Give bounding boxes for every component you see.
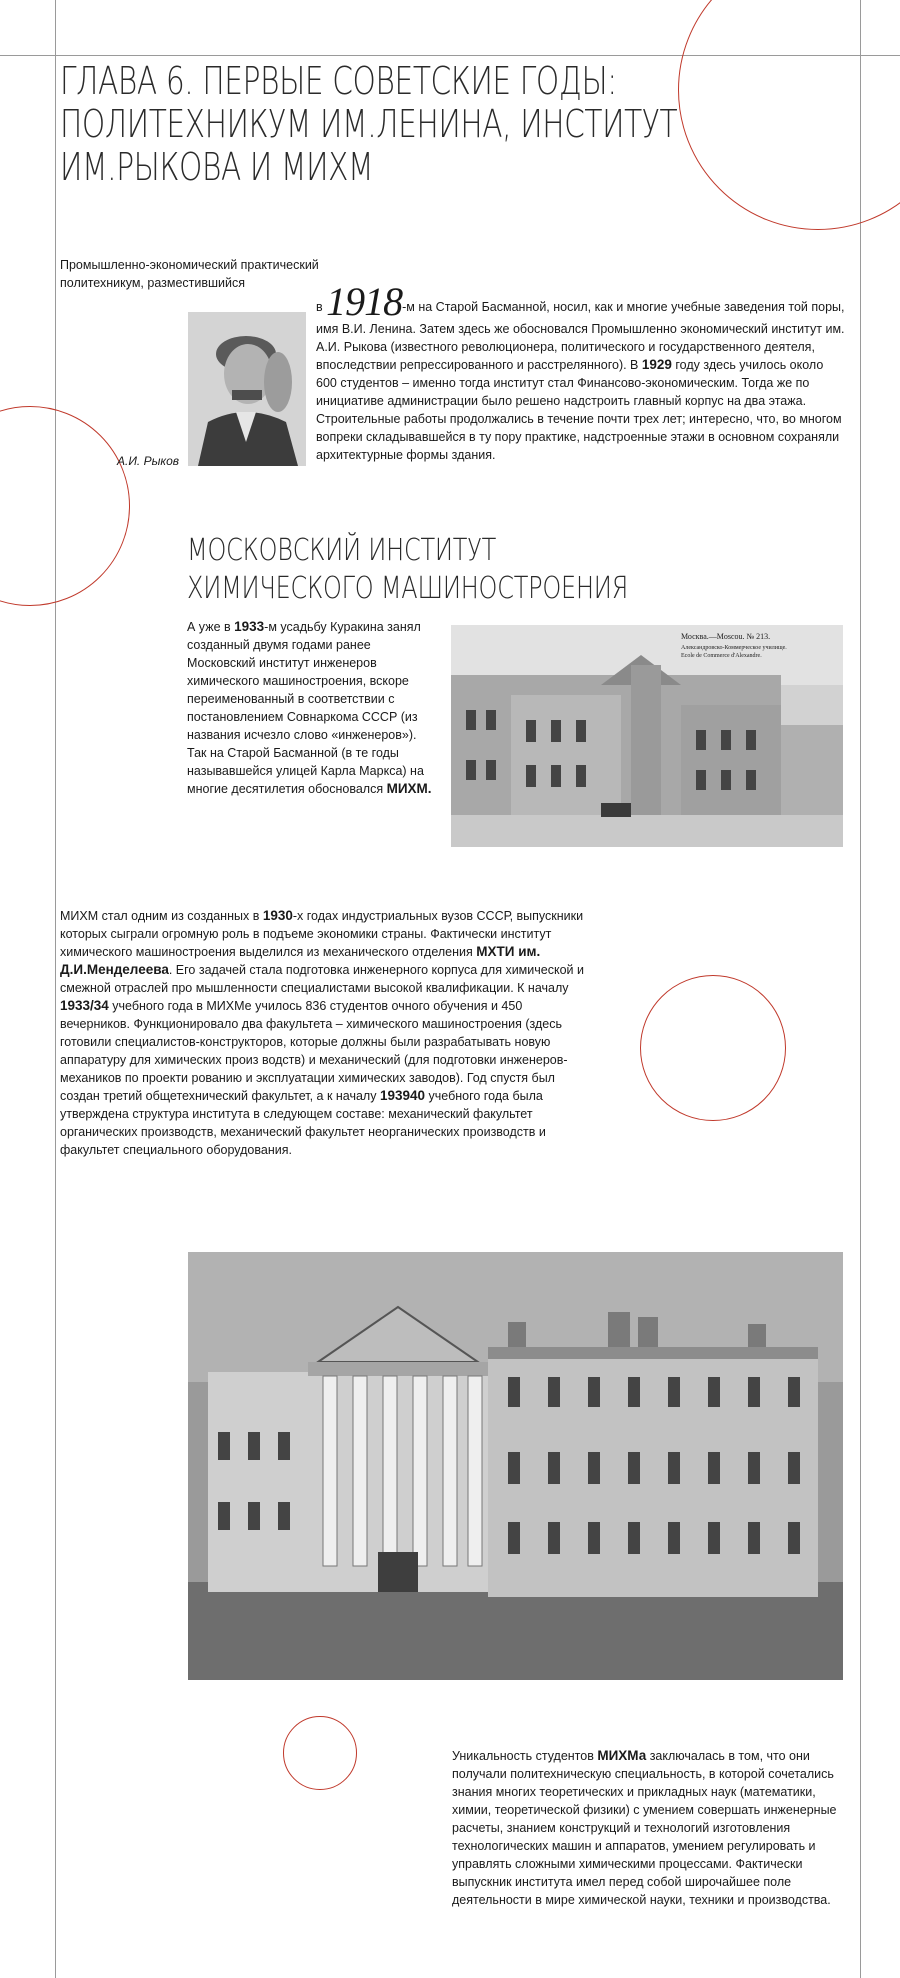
portrait-illustration bbox=[188, 312, 306, 466]
portrait-caption: А.И. Рыков bbox=[117, 454, 180, 468]
building-postcard-illustration bbox=[451, 625, 843, 847]
intro-prefix: в bbox=[316, 300, 327, 314]
historic-building-illustration bbox=[188, 1252, 843, 1680]
history-mhti: МХТИ им. Д.И.Менделеева bbox=[60, 944, 541, 977]
decor-circle-middle-right bbox=[640, 975, 786, 1121]
mihm-text-a: А уже в bbox=[187, 620, 235, 634]
intro-paragraph bbox=[316, 279, 846, 464]
decor-circle-bottom bbox=[283, 1716, 357, 1790]
history-t5: учебного года была утверждена структура института в следующем составе: механический факультет органических производств, механический факультет неорганических производств и факультет специального оборудования. bbox=[60, 1089, 546, 1157]
historic-building-photo bbox=[188, 1252, 843, 1680]
history-paragraph bbox=[60, 907, 590, 1159]
section-title-line2: ХИМИЧЕСКОГО МАШИНОСТРОЕНИЯ bbox=[187, 571, 629, 606]
mihm-paragraph bbox=[187, 618, 437, 798]
postcard-caption-line1: Москва.—Moscou. № 213. bbox=[681, 632, 771, 641]
history-year-1933-34: 1933/34 bbox=[60, 998, 109, 1013]
decor-circle-top-right bbox=[678, 0, 900, 230]
uniq-t2: заключалась в том, что они получали политехническую специальность, в которой сочетались знания многих теоретических и прикладных наук (математики, химии, теоретической физики) с умением совершать инженерные расчеты, знанием конструкций и технологий изготовления технологических машин и аппаратов, умением регулировать и управлять сложными химическими процессами. Фактически выпускник института имел перед собой широчайшее поле деятельности в мире химической науки, техники и производства. bbox=[452, 1749, 837, 1907]
intro-year-1918: 1918 bbox=[326, 279, 403, 324]
section-title bbox=[187, 532, 635, 608]
intro-text-b: году здесь училось около 600 студентов – именно тогда институт стал Финансово-экономическим. Тогда же по инициативе администрации было решено надстроить главный корпус на два этажа. Строительные работы продолжались в течение почти трех лет; интересно, что, во многом вопреки складывавшейся в ту пору практике, надстроенные этажи в основном сохраняли архитектурные формы здания. bbox=[316, 358, 842, 462]
intro-year-1929: 1929 bbox=[641, 357, 672, 372]
history-year-193940: 193940 bbox=[379, 1088, 426, 1103]
section-title-line1: МОСКОВСКИЙ ИНСТИТУТ bbox=[187, 533, 497, 568]
history-t4: учебного года в МИХМе училось 836 студентов очного обучения и 450 вечерников. Функционировало два факультета – химического машиностроения (здесь готовили специалистов-конструкторов, которые должны были разрабатывать новую аппаратуру для химических произ водств) и механический (для подготовки инженеров-механиков по проекти рованию и эксплуатации химических заводов). Год спустя был создан третий общетехнический факультет, а к началу bbox=[60, 999, 568, 1103]
mihm-text-b: -м усадьбу Куракина занял созданный двумя годами ранее Московский институт инженеров химического машиностроения, вскоре переименованный в соответствии с постановлением Совнаркома СССР (из названия исчезло слово «инженеров»). Так на Старой Басманной (в те годы называвшейся улицей Карла Маркса) на многие десятилетия обосновался bbox=[187, 620, 424, 796]
postcard-caption-line2: Александровско-Коммерческое училище. bbox=[681, 645, 787, 651]
decor-circle-left bbox=[0, 406, 130, 606]
intro-text-a: -м на Старой Басманной, носил, как и многие учебные заведения той поры, имя В.И. Ленина. Затем здесь же обосновался Промышленно экономический институт им. А.И. Рыкова (известного революционера, политического и государственного деятеля, впоследствии репрессированного и расстрелянного). В bbox=[316, 300, 845, 372]
building-postcard-photo bbox=[451, 625, 843, 847]
chapter-title: ГЛАВА 6. ПЕРВЫЕ СОВЕТСКИЕ ГОДЫ: ПОЛИТЕХНИКУМ ИМ.ЛЕНИНА, ИНСТИТУТ ИМ.РЫКОВА И МИХМ bbox=[60, 59, 678, 189]
right-guide-line bbox=[860, 0, 861, 1978]
portrait-photo-rykov bbox=[188, 312, 306, 466]
postcard-caption-line3: Ecole de Commerce d'Alexandre. bbox=[681, 653, 762, 659]
uniq-t1: Уникальность студентов bbox=[452, 1749, 598, 1763]
uniqueness-paragraph bbox=[452, 1747, 857, 1909]
mihm-year-1933: 1933 bbox=[234, 619, 265, 634]
intro-lead-text: Промышленно-экономический практический политехникум, разместившийся bbox=[60, 258, 319, 290]
mihm-name: МИХМ. bbox=[386, 781, 432, 796]
history-t1: МИХМ стал одним из созданных в bbox=[60, 909, 263, 923]
history-t3: . Его задачей стала подготовка инженерного корпуса для химической и смежной отраслей про мышленности специалистами высокой квалификации. К началу bbox=[60, 963, 584, 995]
history-t2: -х годах индустриальных вузов СССР, выпускники которых сыграли огромную роль в подъеме экономики страны. Фактически институт химического машиностроения выделился из механического отделения bbox=[60, 909, 584, 959]
history-year-1930: 1930 bbox=[262, 908, 293, 923]
left-guide-line bbox=[55, 0, 56, 1978]
uniq-mihma: МИХМа bbox=[597, 1748, 647, 1763]
